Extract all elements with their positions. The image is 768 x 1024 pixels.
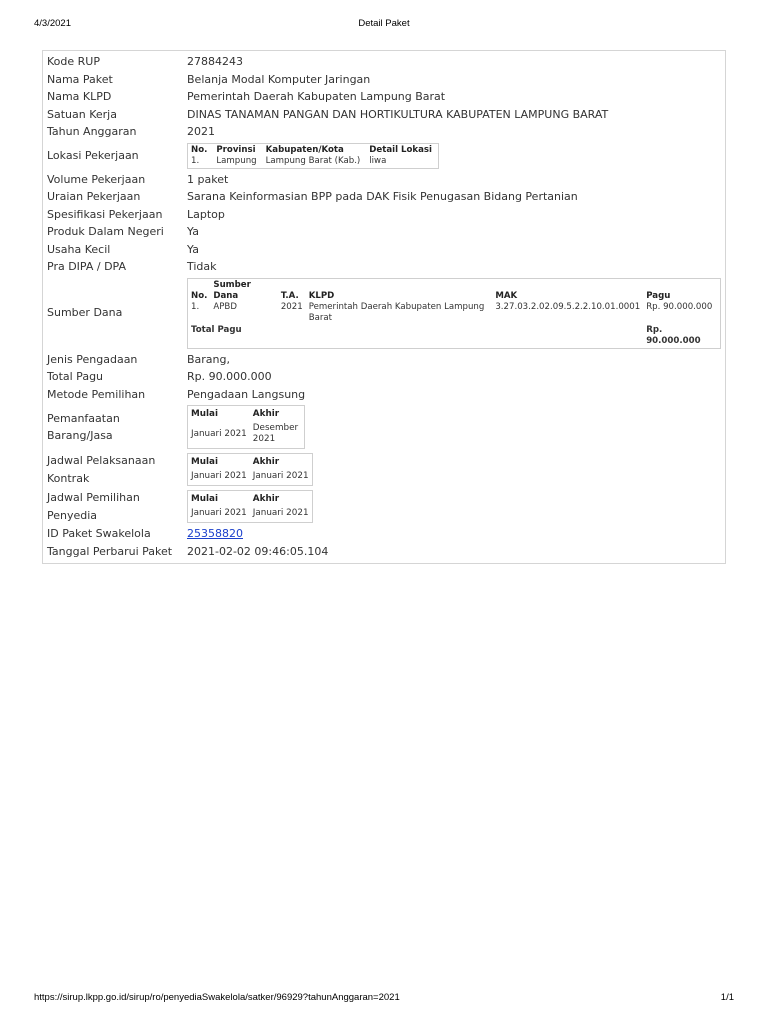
col-header: KLPD [308, 290, 335, 301]
field-value: Pengadaan Langsung [187, 387, 306, 401]
cell-akhir: Januari 2021 [252, 508, 309, 518]
print-date: 4/3/2021 [34, 18, 71, 29]
cell-mak: 3.27.03.2.02.09.5.2.2.10.01.0001 [495, 301, 641, 312]
schedule-header-row [188, 406, 305, 424]
col-header: Detail Lokasi [369, 144, 432, 155]
field-value: Laptop [187, 207, 225, 221]
row-jadwal-pemilihan [43, 488, 725, 525]
col-header: Mulai [191, 409, 218, 419]
row-metode-pemilihan [43, 386, 725, 404]
table-row [188, 508, 313, 523]
field-value: Pemerintah Daerah Kabupaten Lampung Barat [187, 90, 446, 103]
field-label: Produk Dalam Negeri [47, 225, 164, 238]
row-pra-dipa [43, 258, 725, 276]
cell-akhir: Januari 2021 [252, 471, 309, 481]
row-tahun-anggaran [43, 123, 725, 141]
field-value: Belanja Modal Komputer Jaringan [187, 72, 371, 86]
field-label: Nama KLPD [47, 90, 112, 103]
col-header: Akhir [252, 457, 280, 467]
table-row [188, 156, 439, 169]
field-label: Lokasi Pekerjaan [47, 148, 139, 162]
col-header: Mulai [191, 494, 218, 504]
row-spesifikasi-pekerjaan [43, 206, 725, 224]
row-volume-pekerjaan [43, 171, 725, 189]
field-value: 2021 [187, 125, 215, 138]
col-header: T.A. [280, 290, 299, 301]
row-lokasi-pekerjaan [43, 141, 725, 171]
row-sumber-dana [43, 276, 725, 351]
field-label: Total Pagu [47, 370, 104, 383]
col-header: No. [191, 144, 208, 155]
cell-kabupaten: Lampung Barat (Kab.) [265, 155, 361, 166]
field-label: ID Paket Swakelola [47, 527, 151, 540]
row-tanggal-perbarui [43, 543, 725, 561]
table-row [188, 423, 305, 449]
row-jenis-pengadaan [43, 351, 725, 369]
col-header: Sumber Dana [213, 279, 251, 301]
cell-pagu: Rp. 90.000.000 [646, 301, 713, 312]
row-uraian-pekerjaan [43, 188, 725, 206]
field-value: Tidak [187, 260, 217, 273]
field-value: 27884243 [187, 55, 243, 68]
field-value: 2021-02-02 09:46:05.104 [187, 544, 329, 558]
print-header [34, 18, 734, 32]
field-label: Usaha Kecil [47, 242, 111, 256]
table-row [188, 471, 313, 486]
field-label: Jadwal Pemilihan Penyedia [47, 491, 140, 522]
field-label: Volume Pekerjaan [47, 172, 146, 186]
total-pagu-value: Rp. 90.000.000 [646, 324, 701, 346]
detail-table [43, 53, 725, 560]
field-label: Jenis Pengadaan [47, 352, 138, 366]
field-label: Kode RUP [47, 55, 100, 68]
field-label: Pra DIPA / DPA [47, 260, 126, 273]
table-row [188, 302, 721, 325]
cell-no: 1. [191, 301, 200, 312]
row-usaha-kecil [43, 241, 725, 259]
total-pagu-label: Total Pagu [191, 324, 242, 335]
row-pemanfaatan [43, 403, 725, 451]
field-label: Sumber Dana [47, 306, 123, 320]
cell-klpd: Pemerintah Daerah Kabupaten Lampung Barat [308, 301, 485, 323]
field-value: Ya [187, 242, 199, 256]
sumber-header-row [188, 278, 721, 302]
cell-provinsi: Lampung [216, 155, 257, 166]
cell-ta: 2021 [280, 301, 303, 312]
cell-akhir: Desember 2021 [252, 423, 299, 444]
jadwal-pemilihan-table [187, 490, 313, 523]
lokasi-header-row [188, 143, 439, 156]
total-row [188, 325, 721, 349]
cell-mulai: Januari 2021 [191, 471, 247, 481]
row-satuan-kerja [43, 106, 725, 124]
cell-no: 1. [191, 155, 200, 166]
row-nama-paket [43, 71, 725, 89]
field-label: Uraian Pekerjaan [47, 190, 141, 203]
field-label: Tahun Anggaran [47, 125, 137, 138]
field-label: Satuan Kerja [47, 107, 117, 121]
cell-mulai: Januari 2021 [191, 428, 247, 439]
col-header: Kabupaten/Kota [265, 144, 344, 155]
cell-mulai: Januari 2021 [191, 508, 247, 518]
field-value: Ya [187, 225, 199, 238]
col-header: Provinsi [216, 144, 256, 155]
package-detail [42, 50, 726, 564]
row-nama-klpd [43, 88, 725, 106]
row-jadwal-kontrak [43, 451, 725, 488]
field-value: DINAS TANAMAN PANGAN DAN HORTIKULTURA KABUPATEN LAMPUNG BARAT [187, 107, 609, 121]
pemanfaatan-table [187, 405, 305, 449]
col-header: Mulai [191, 457, 218, 467]
field-label: Metode Pemilihan [47, 387, 146, 401]
lokasi-table [187, 143, 439, 169]
row-kode-rup [43, 53, 725, 71]
field-value: Rp. 90.000.000 [187, 370, 272, 383]
col-header: No. [191, 290, 208, 301]
schedule-header-row [188, 491, 313, 509]
row-id-swakelola [43, 525, 725, 543]
sumber-dana-table [187, 278, 721, 349]
col-header: Pagu [646, 290, 671, 301]
field-label: Pemanfaatan Barang/Jasa [47, 411, 120, 442]
field-label: Jadwal Pelaksanaan Kontrak [47, 454, 156, 485]
field-value: Sarana Keinformasian BPP pada DAK Fisik Penugasan Bidang Pertanian [187, 190, 578, 203]
row-total-pagu [43, 368, 725, 386]
col-header: Akhir [252, 494, 280, 504]
field-label: Spesifikasi Pekerjaan [47, 207, 163, 221]
field-value: Barang, [187, 352, 231, 366]
page-number: 1/1 [720, 992, 734, 1003]
row-produk-dalam-negeri [43, 223, 725, 241]
cell-sumber-dana: APBD [213, 301, 237, 312]
field-label: Tanggal Perbarui Paket [47, 544, 173, 558]
print-footer [34, 992, 734, 1006]
field-label: Nama Paket [47, 72, 113, 86]
col-header: MAK [495, 290, 518, 301]
jadwal-kontrak-table [187, 453, 313, 486]
field-value: 1 paket [187, 172, 229, 186]
cell-detail-lokasi: liwa [369, 155, 387, 166]
print-title: Detail Paket [358, 18, 410, 29]
schedule-header-row [188, 454, 313, 472]
print-url: https://sirup.lkpp.go.id/sirup/ro/penyediaSwakelola/satker/96929?tahunAnggaran=2021 [34, 992, 400, 1003]
col-header: Akhir [252, 409, 280, 419]
id-swakelola-link[interactable]: 25358820 [187, 527, 243, 540]
